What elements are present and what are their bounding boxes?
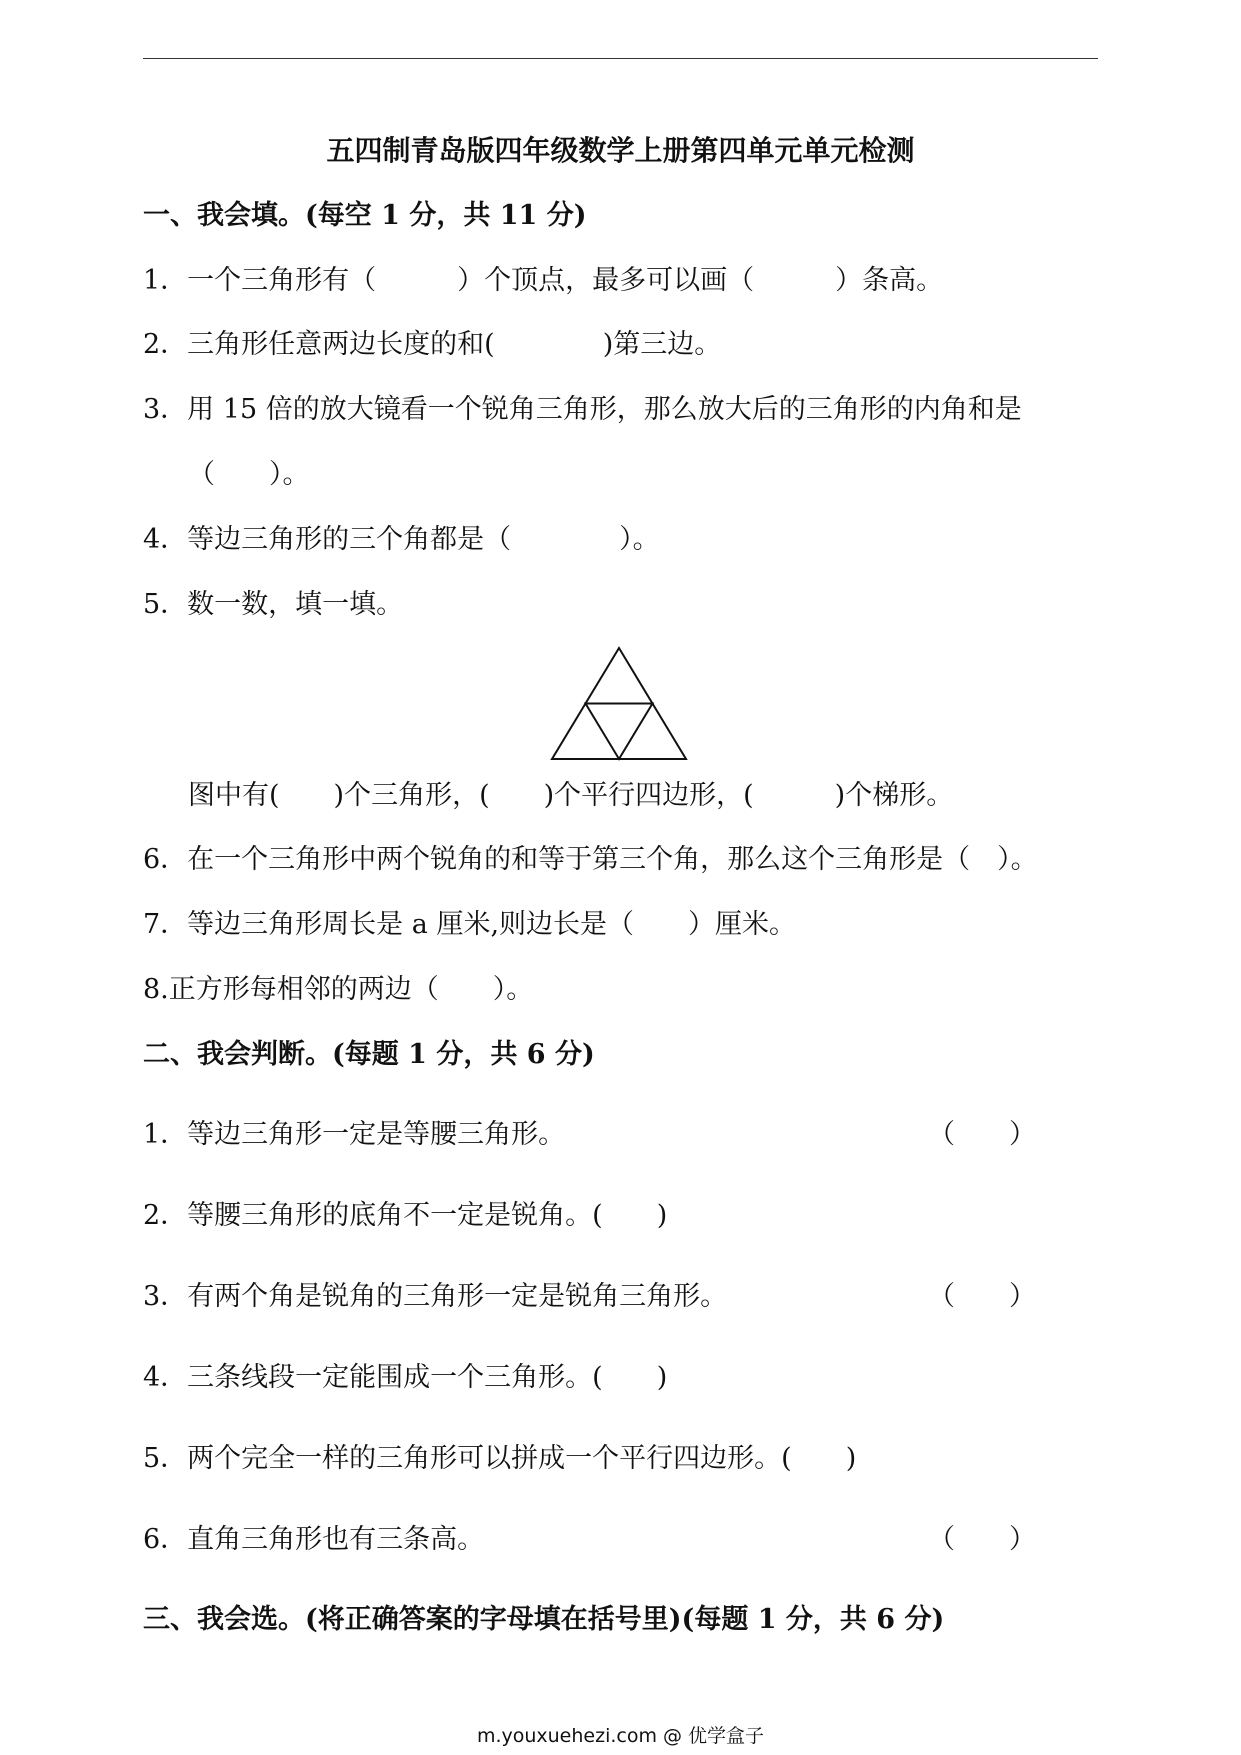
judge-item-3-bracket: （ ） [928, 1281, 1036, 1312]
judge-item-2: 2．等腰三角形的底角不一定是锐角。( ) [143, 1200, 668, 1231]
footer-watermark: m.youxuehezi.com @ 优学盒子 [476, 1725, 765, 1747]
fill-item-5-answer: 图中有( )个三角形，( )个平行四边形，( )个梯形。 [188, 780, 954, 811]
inner-triangle [586, 704, 653, 760]
fill-item-8: 8.正方形每相邻的两边（ ）。 [143, 974, 534, 1005]
fill-item-4: 4．等边三角形的三个角都是（ ）。 [143, 524, 660, 555]
triangle-figure [548, 644, 690, 764]
judge-item-1-bracket: （ ） [928, 1119, 1036, 1150]
judge-item-5: 5．两个完全一样的三角形可以拼成一个平行四边形。( ) [143, 1443, 857, 1474]
fill-item-2: 2．三角形任意两边长度的和( )第三边。 [143, 329, 722, 360]
header-rule [143, 58, 1098, 59]
section3-heading: 三、我会选。(将正确答案的字母填在括号里)(每题 1 分，共 6 分) [143, 1604, 945, 1635]
fill-item-5: 5．数一数，填一填。 [143, 589, 404, 620]
judge-item-1: 1．等边三角形一定是等腰三角形。 [143, 1119, 566, 1150]
section1-heading: 一、我会填。(每空 1 分，共 11 分) [143, 200, 587, 231]
judge-item-3: 3．有两个角是锐角的三角形一定是锐角三角形。 [143, 1281, 728, 1312]
fill-item-6: 6．在一个三角形中两个锐角的和等于第三个角，那么这个三角形是（ ）。 [143, 844, 1038, 875]
page-title: 五四制青岛版四年级数学上册第四单元单元检测 [326, 134, 915, 167]
fill-item-3: 3．用 15 倍的放大镜看一个锐角三角形，那么放大后的三角形的内角和是 [143, 394, 1022, 425]
fill-item-7: 7．等边三角形周长是 a 厘米,则边长是（ ）厘米。 [143, 909, 797, 940]
judge-item-4: 4．三条线段一定能围成一个三角形。( ) [143, 1362, 668, 1393]
fill-item-1: 1．一个三角形有（ ）个顶点，最多可以画（ ）条高。 [143, 265, 944, 296]
judge-item-6-bracket: （ ） [928, 1524, 1036, 1555]
section2-heading: 二、我会判断。(每题 1 分，共 6 分) [143, 1039, 595, 1070]
fill-item-3-cont: （ ）。 [188, 459, 310, 490]
judge-item-6: 6．直角三角形也有三条高。 [143, 1524, 485, 1555]
